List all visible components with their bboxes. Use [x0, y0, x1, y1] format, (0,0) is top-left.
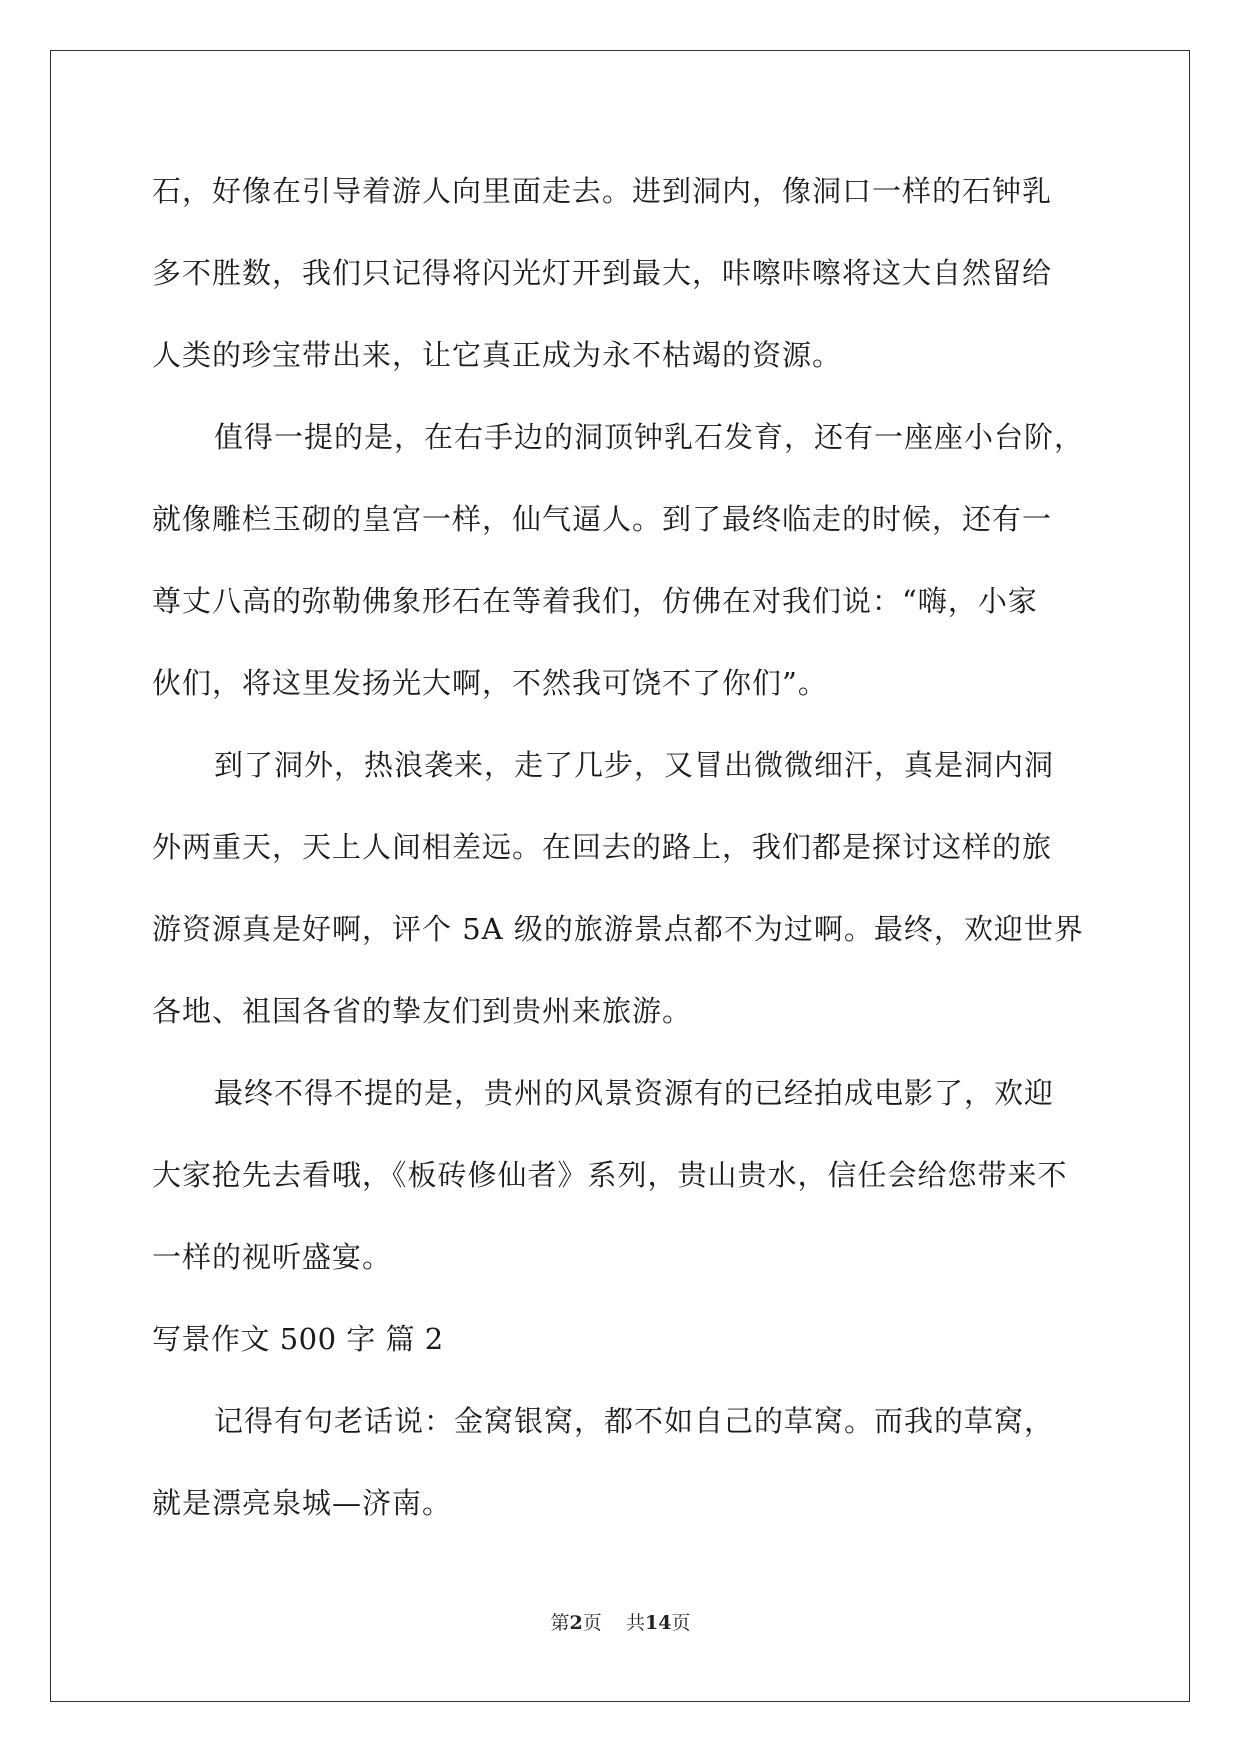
text-line: 伙们，将这里发扬光大啊，不然我可饶不了你们”。 — [152, 666, 828, 700]
text-line: 石，好像在引导着游人向里面走去。进到洞内，像洞口一样的石钟乳 — [152, 174, 1053, 208]
footer-total-prefix: 共 — [625, 1612, 645, 1634]
paragraph-start-line: 最终不得不提的是，贵州的风景资源有的已经拍成电影了，欢迎 — [214, 1076, 1055, 1110]
footer-page-prefix: 第 — [550, 1612, 570, 1634]
text-line: 各地、祖国各省的挚友们到贵州来旅游。 — [152, 994, 693, 1028]
document-body — [152, 158, 1092, 1552]
text-line: 就是漂亮泉城—济南。 — [152, 1486, 453, 1520]
paragraph-start-line: 到了洞外，热浪袭来，走了几步，又冒出微微细汗，真是洞内洞 — [214, 748, 1055, 782]
text-line: 大家抢先去看哦，《板砖修仙者》系列，贵山贵水，信任会给您带来不 — [152, 1158, 1068, 1192]
footer-total-unit: 页 — [671, 1612, 691, 1634]
paragraph-start-line: 记得有句老话说：金窝银窝，都不如自己的草窝。而我的草窝， — [214, 1404, 1055, 1438]
text-line: 人类的珍宝带出来，让它真正成为永不枯竭的资源。 — [152, 338, 843, 372]
text-line: 多不胜数，我们只记得将闪光灯开到最大，咔嚓咔嚓将这大自然留给 — [152, 256, 1053, 290]
text-line: 一样的视听盛宴。 — [152, 1240, 393, 1274]
footer-page-unit: 页 — [582, 1612, 602, 1634]
footer-page-current: 2 — [569, 1612, 583, 1634]
section-heading: 写景作文 500 字 篇 2 — [152, 1322, 444, 1356]
text-line: 就像雕栏玉砌的皇宫一样，仙气逼人。到了最终临走的时候，还有一 — [152, 502, 1053, 536]
text-line: 外两重天，天上人间相差远。在回去的路上，我们都是探讨这样的旅 — [152, 830, 1053, 864]
footer-page-total: 14 — [644, 1612, 672, 1634]
text-line: 尊丈八高的弥勒佛象形石在等着我们，仿佛在对我们说：“嗨，小家 — [152, 584, 1038, 618]
page-footer — [0, 1608, 1241, 1635]
text-line: 游资源真是好啊，评个 5A 级的旅游景点都不为过啊。最终，欢迎世界 — [152, 912, 1084, 946]
paragraph-start-line: 值得一提的是，在右手边的洞顶钟乳石发育，还有一座座小台阶， — [214, 420, 1085, 454]
